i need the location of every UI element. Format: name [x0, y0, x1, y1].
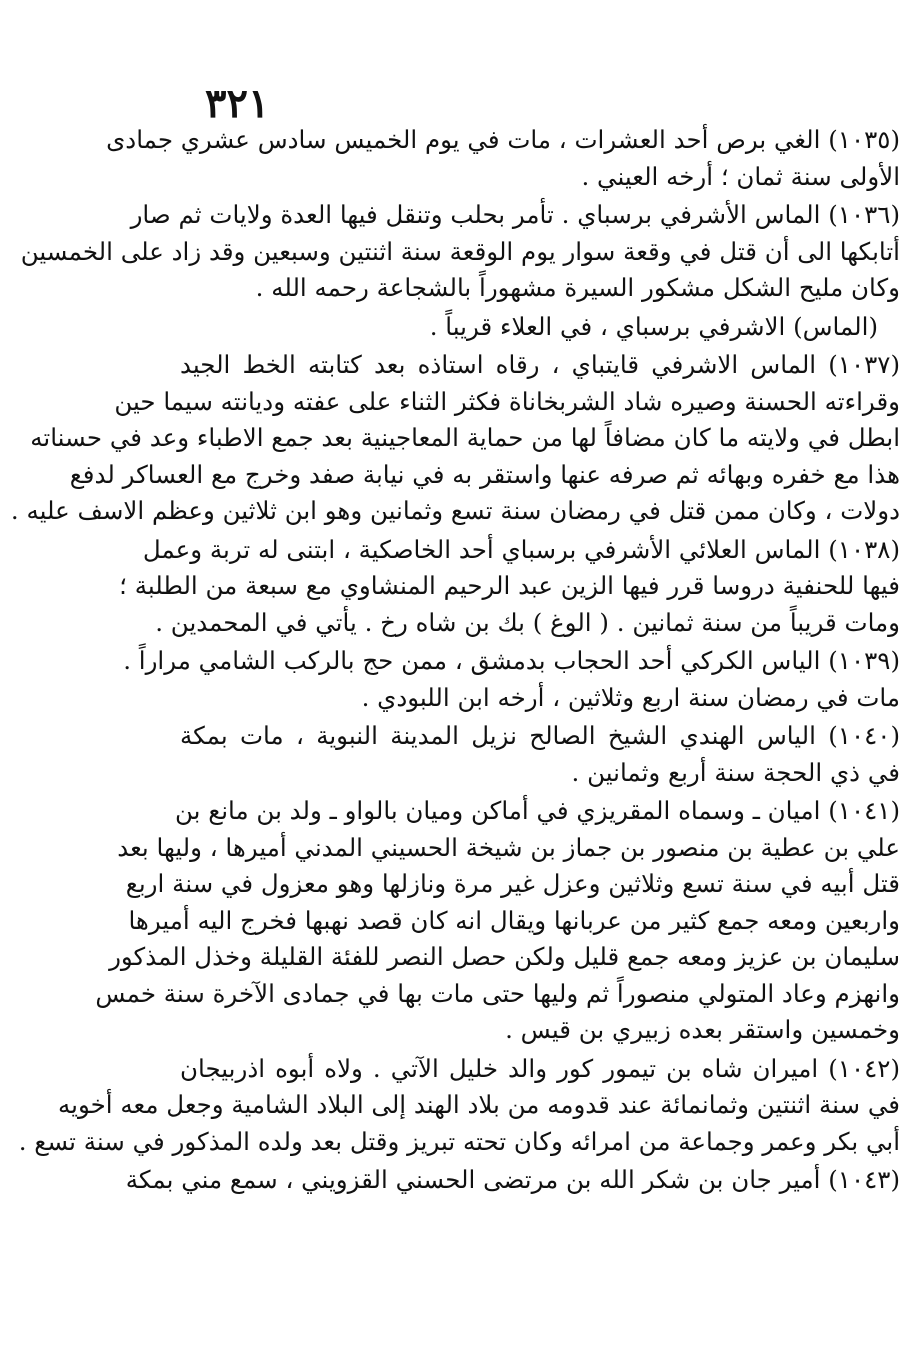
biography-entry	[123, 643, 900, 716]
text-line: أتابكها الى أن قتل في وقعة سوار يوم الوقعة سنة اثنتين وسبعين وقد زاد على الخمسين	[20, 236, 900, 266]
text-line: (١٠٣٥) الغي برص أحد العشرات ، مات في يوم الخميس سادس عشري جمادى	[106, 125, 900, 154]
text-line: سليمان بن عزيز ومعه جمع قليل ولكن حصل النصر للفئة القليلة وخذل المذكور	[109, 942, 900, 971]
biography-entry	[180, 309, 900, 346]
text-line: أبي بكر وعمر وجماعة من امرائه وكان تحته تبريز وقتل بعد ولده المذكور في سنة تسع .	[18, 1126, 900, 1156]
page-text-body	[10, 122, 900, 1201]
text-line: وخمسين واستقر بعده زبيري بن قيس .	[505, 1015, 900, 1044]
text-line: ومات قريباً من سنة ثمانين . ( الوغ ) بك بن شاه رخ . يأتي في المحمدين .	[155, 607, 900, 637]
text-line: (١٠٣٩) الياس الكركي أحد الحجاب بدمشق ، ممن حج بالركب الشامي مراراً .	[123, 646, 900, 675]
biography-entry	[20, 197, 900, 307]
biography-entry	[125, 1162, 900, 1199]
text-line: واربعين ومعه جمع كثير من عربانها ويقال انه كان قصد نهبها فخرج اليه أميرها	[128, 905, 900, 935]
text-line: وقراءته الحسنة وصيره شاد الشربخاناة فكثر الثناء على عفته وديانته سيما حين	[114, 386, 900, 416]
text-line: (١٠٣٧) الماس الاشرفي قايتباي ، رقاه استاذه بعد كتابته الخط الجيد	[180, 350, 900, 379]
biography-entry	[10, 347, 900, 530]
biography-entry	[119, 532, 900, 642]
text-line: وكان مليح الشكل مشكور السيرة مشهوراً بالشجاعة رحمه الله .	[255, 273, 900, 302]
text-line: (١٠٤٢) اميران شاه بن تيمور كور والد خليل الآتي . ولاه أبوه اذربيجان	[180, 1053, 900, 1083]
text-line: في ذي الحجة سنة أربع وثمانين .	[571, 757, 900, 787]
text-line: علي بن عطية بن منصور بن جماز بن شيخة الحسيني المدني أميرها ، وليها بعد	[117, 832, 900, 862]
page-number: ٣٢١	[205, 80, 270, 127]
text-line: (الماس) الاشرفي برسباي ، في العلاء قريباً .	[429, 311, 878, 341]
text-line: (١٠٤٠) الياس الهندي الشيخ الصالح نزيل المدينة النبوية ، مات بمكة	[180, 721, 900, 750]
text-line: دولات ، وكان ممن قتل في رمضان سنة تسع وثمانين وهو ابن ثلاثين وعظم الاسف عليه .	[10, 496, 900, 525]
text-line: (١٠٤١) اميان ـ وسماه المقريزي في أماكن وميان بالواو ـ ولد بن مانع بن	[174, 796, 900, 825]
biography-entry	[106, 122, 900, 195]
text-line: قتل أبيه في سنة تسع وثلاثين وعزل غير مرة ونازلها وهو معزول في سنة اربع	[125, 869, 900, 898]
text-line: وانهزم وعاد المتولي منصوراً ثم وليها حتى مات بها في جمادى الآخرة سنة خمس	[95, 978, 900, 1008]
text-line: (١٠٣٨) الماس العلائي الأشرفي برسباي أحد الخاصكية ، ابتنى له تربة وعمل	[142, 534, 900, 564]
text-line: في سنة اثنتين وثمانمائة عند قدومه من بلاد الهند إلى البلاد الشامية وجعل معه أخويه	[58, 1090, 900, 1119]
biography-entry	[18, 1051, 900, 1161]
text-line: مات في رمضان سنة اربع وثلاثين ، أرخه ابن اللبودي .	[361, 682, 900, 712]
text-line: الأولى سنة ثمان ؛ أرخه العيني .	[581, 161, 900, 191]
text-line: (١٠٤٣) أمير جان بن شكر الله بن مرتضى الحسني القزويني ، سمع مني بمكة	[125, 1165, 900, 1194]
text-line: هذا مع خفره وبهائه ثم صرفه عنها واستقر به في نيابة صفد وخرج مع العساكر لدفع	[69, 459, 900, 489]
text-line: (١٠٣٦) الماس الأشرفي برسباي . تأمر بحلب وتنقل فيها العدة ولايات ثم صار	[130, 200, 900, 229]
text-line: ابطل في ولايته ما كان مضافاً لها من حماية المعاجينية بعد جمع الاطباء وعد في حسناته	[30, 423, 900, 452]
biography-entry	[180, 718, 900, 791]
text-line: فيها للحنفية دروسا قرر فيها الزين عبد الرحيم المنشاوي مع سبعة من الطلبة ؛	[119, 571, 900, 600]
biography-entry	[95, 793, 900, 1049]
